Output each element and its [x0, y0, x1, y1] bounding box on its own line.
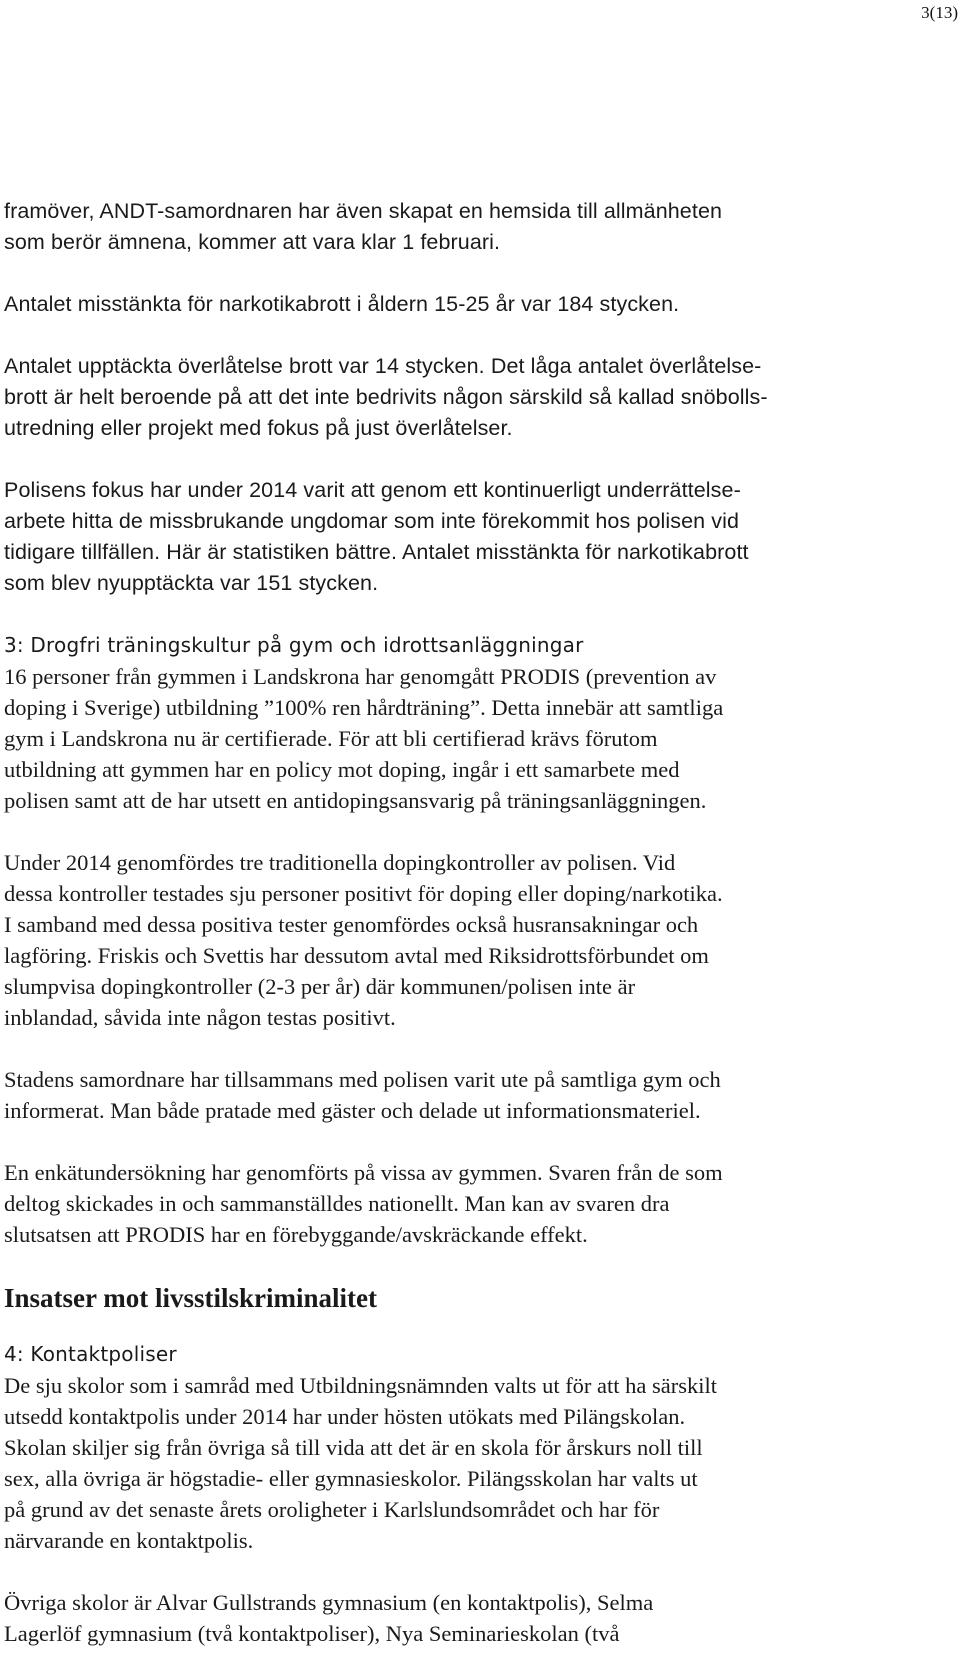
- paragraph-andt-website: [4, 196, 854, 258]
- section-subheading: 4: Kontaktpoliser: [4, 1342, 177, 1366]
- text-line: Polisens fokus har under 2014 varit att genom ett kontinuerligt underrättelse-: [4, 478, 741, 502]
- text-line: framöver, ANDT-samordnaren har även skapat en hemsida till allmänheten: [4, 199, 723, 223]
- paragraph-survey: [4, 1157, 854, 1250]
- text-line: som blev nyupptäckta var 151 stycken.: [4, 571, 379, 595]
- text-line: En enkätundersökning har genomförts på vissa av gymmen. Svaren från de som: [4, 1160, 723, 1185]
- text-line: De sju skolor som i samråd med Utbildningsnämnden valts ut för att ha särskilt: [4, 1373, 718, 1398]
- text-line: utbildning att gymmen har en policy mot doping, ingår i ett samarbete med: [4, 757, 680, 782]
- text-line: Stadens samordnare har tillsammans med polisen varit ute på samtliga gym och: [4, 1067, 721, 1092]
- paragraph-gym-information: [4, 1064, 854, 1126]
- text-line: närvarande en kontaktpolis.: [4, 1528, 254, 1553]
- text-line: på grund av det senaste årets oroligheter i Karlslundsområdet och har för: [4, 1497, 660, 1522]
- text-line: deltog skickades in och sammanställdes nationellt. Man kan av svaren dra: [4, 1191, 670, 1216]
- text-line: I samband med dessa positiva tester genomfördes också husransakningar och: [4, 912, 699, 937]
- text-line: utsedd kontaktpolis under 2014 har under hösten utökats med Pilängskolan.: [4, 1404, 686, 1429]
- section-contact-police: [4, 1339, 854, 1556]
- text-line: doping i Sverige) utbildning ”100% ren hårdträning”. Detta innebär att samtliga: [4, 695, 724, 720]
- paragraph-other-schools: [4, 1587, 854, 1649]
- text-line: polisen samt att de har utsett en antidopingsansvarig på träningsanläggningen.: [4, 788, 707, 813]
- section-drug-free-training: [4, 630, 854, 816]
- text-line: Under 2014 genomfördes tre traditionella dopingkontroller av polisen. Vid: [4, 850, 676, 875]
- text-line: som berör ämnena, kommer att vara klar 1 februari.: [4, 230, 501, 254]
- text-line: Skolan skiljer sig från övriga så till vida att det är en skola för årskurs noll till: [4, 1435, 703, 1460]
- paragraph-doping-controls: [4, 847, 854, 1033]
- document-body: [4, 196, 854, 1680]
- page-number: 3(13): [921, 3, 958, 22]
- text-line: informerat. Man både pratade med gäster och delade ut informationsmateriel.: [4, 1098, 701, 1123]
- text-line: sex, alla övriga är högstadie- eller gymnasieskolor. Pilängsskolan har valts ut: [4, 1466, 698, 1491]
- paragraph-transfer-crimes: [4, 351, 854, 444]
- text-line: Antalet misstänkta för narkotikabrott i åldern 15-25 år var 184 stycken.: [4, 292, 680, 316]
- text-line: lagföring. Friskis och Svettis har dessutom avtal med Riksidrottsförbundet om: [4, 943, 709, 968]
- text-line: gym i Landskrona nu är certifierade. För att bli certifierad krävs förutom: [4, 726, 658, 751]
- text-line: slumpvisa dopingkontroller (2-3 per år) där kommunen/polisen inte är: [4, 974, 636, 999]
- text-line: dessa kontroller testades sju personer positivt för doping eller doping/narkotika.: [4, 881, 723, 906]
- text-line: tidigare tillfällen. Här är statistiken bättre. Antalet misstänkta för narkotikabrott: [4, 540, 749, 564]
- text-line: brott är helt beroende på att det inte bedrivits någon särskild så kallad snöbolls-: [4, 385, 768, 409]
- text-line: utredning eller projekt med fokus på just överlåtelser.: [4, 416, 513, 440]
- paragraph-police-focus: [4, 475, 854, 599]
- paragraph-suspects-count: [4, 289, 854, 320]
- text-line: inblandad, såvida inte någon testas positivt.: [4, 1005, 396, 1030]
- section-subheading: 3: Drogfri träningskultur på gym och idrottsanläggningar: [4, 633, 584, 657]
- text-line: Antalet upptäckta överlåtelse brott var 14 stycken. Det låga antalet överlåtelse-: [4, 354, 762, 378]
- text-line: arbete hitta de missbrukande ungdomar som inte förekommit hos polisen vid: [4, 509, 740, 533]
- text-line: Lagerlöf gymnasium (två kontaktpoliser), Nya Seminarieskolan (två: [4, 1621, 620, 1646]
- text-line: 16 personer från gymmen i Landskrona har genomgått PRODIS (prevention av: [4, 664, 717, 689]
- text-line: slutsatsen att PRODIS har en förebyggande/avskräckande effekt.: [4, 1222, 588, 1247]
- section-heading: Insatser mot livsstilskriminalitet: [4, 1283, 377, 1313]
- text-line: Övriga skolor är Alvar Gullstrands gymnasium (en kontaktpolis), Selma: [4, 1590, 654, 1615]
